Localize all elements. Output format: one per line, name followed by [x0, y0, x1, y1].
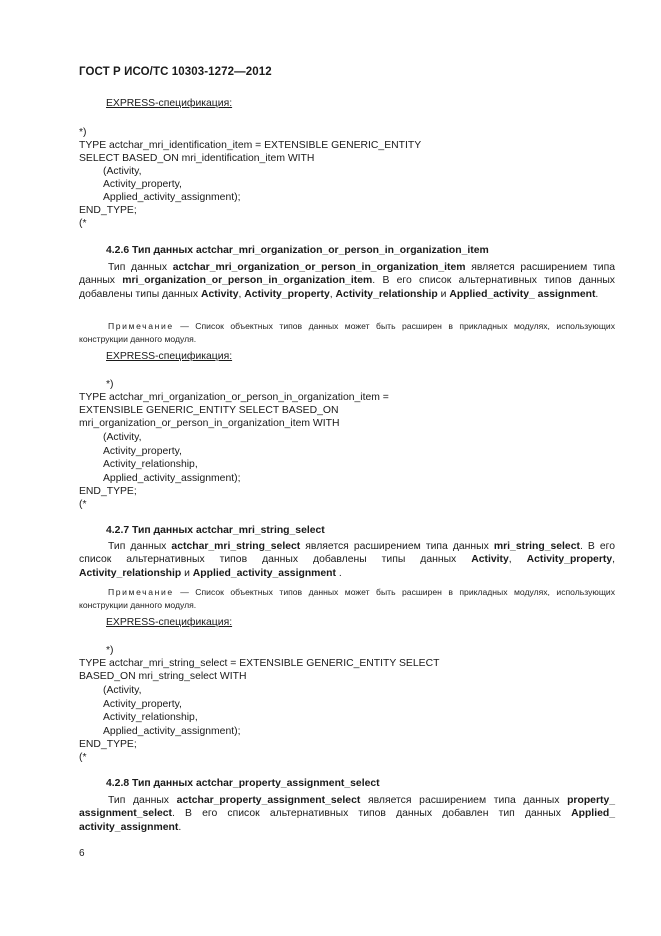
code-line: BASED_ON mri_string_select WITH: [79, 671, 247, 682]
code-item: Applied_activity_assignment);: [103, 192, 241, 203]
code-item: Activity_property,: [103, 179, 182, 190]
code-line: EXTENSIBLE GENERIC_ENTITY SELECT BASED_ON: [79, 405, 339, 416]
code-comment-open: *): [106, 379, 114, 390]
section-heading-4-2-6: 4.2.6 Тип данных actchar_mri_organization_or_person_in_organization_item: [106, 245, 489, 256]
code-item: (Activity,: [103, 432, 142, 443]
code-item: Activity_relationship,: [103, 712, 198, 723]
code-comment-open: *): [106, 645, 114, 656]
code-item: Activity_property,: [103, 699, 182, 710]
express-spec-label: EXPRESS-спецификация:: [106, 617, 233, 628]
code-comment-close: (*: [79, 499, 87, 510]
code-end-type: END_TYPE;: [79, 205, 137, 216]
section-heading-4-2-7: 4.2.7 Тип данных actchar_mri_string_select: [106, 525, 325, 536]
section-paragraph-4-2-6: Тип данных actchar_mri_organization_or_person_in_organization_item является расширением типа данных mri_organization_or_person_in_organization_item. В его список альтернативных типов данных добавлены типы данных Activity, Activity_property, Activity_relationship и Applied_activity_ assignment.: [79, 262, 616, 300]
code-comment-open: *): [79, 127, 87, 138]
section-heading-4-2-8: 4.2.8 Тип данных actchar_property_assignment_select: [106, 778, 380, 789]
code-line: mri_organization_or_person_in_organization_item WITH: [79, 418, 340, 429]
code-item: Activity_property,: [103, 446, 182, 457]
note-4-2-6: Примечание — Список объектных типов данных может быть расширен в прикладных модулях, использующих конструкции данного модуля.: [79, 321, 615, 344]
code-item: Applied_activity_assignment);: [103, 726, 241, 737]
section-paragraph-4-2-7: Тип данных actchar_mri_string_select является расширением типа данных mri_string_select. В его список альтернативных типов данных добавлены типы данных Activity, Activity_property, Activity_relationship и Applied_activity_assignment .: [79, 541, 616, 579]
code-item: Applied_activity_assignment);: [103, 473, 241, 484]
code-item: (Activity,: [103, 685, 142, 696]
code-item: (Activity,: [103, 166, 142, 177]
code-line: TYPE actchar_mri_string_select = EXTENSIBLE GENERIC_ENTITY SELECT: [79, 658, 440, 669]
code-comment-close: (*: [79, 218, 87, 229]
code-line: TYPE actchar_mri_organization_or_person_in_organization_item =: [79, 392, 389, 403]
code-line: SELECT BASED_ON mri_identification_item WITH: [79, 153, 315, 164]
document-header: ГОСТ Р ИСО/ТС 10303-1272—2012: [79, 66, 272, 78]
section-paragraph-4-2-8: Тип данных actchar_property_assignment_select является расширением типа данных property_ assignment_select. В его список альтернативных типов данных добавлен тип данных Applied_ activity_assignment.: [79, 795, 616, 833]
note-4-2-7: Примечание — Список объектных типов данных может быть расширен в прикладных модулях, использующих конструкции данного модуля.: [79, 587, 615, 610]
code-line: TYPE actchar_mri_identification_item = EXTENSIBLE GENERIC_ENTITY: [79, 140, 422, 151]
code-item: Activity_relationship,: [103, 459, 198, 470]
express-spec-label: EXPRESS-спецификация:: [106, 98, 233, 109]
express-spec-label: EXPRESS-спецификация:: [106, 351, 233, 362]
code-end-type: END_TYPE;: [79, 486, 137, 497]
code-comment-close: (*: [79, 752, 87, 763]
code-end-type: END_TYPE;: [79, 739, 137, 750]
page-number: 6: [79, 848, 85, 859]
